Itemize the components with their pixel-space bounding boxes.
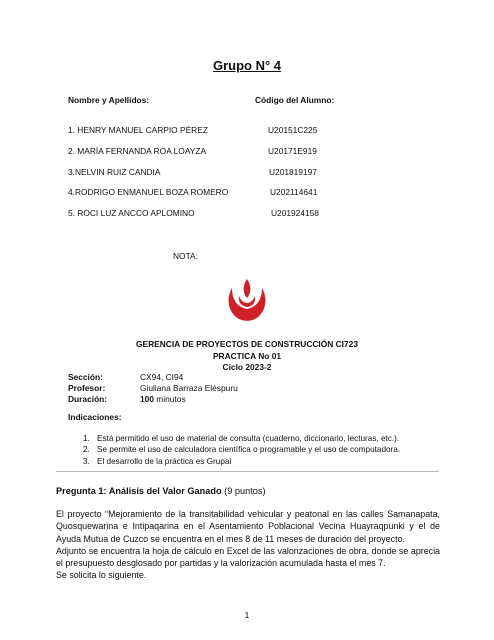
instructions-heading: Indicaciones: [68, 412, 122, 422]
student-code: U20151C225 [268, 125, 318, 135]
question-line: Se solicita lo siguiente. [56, 570, 147, 581]
student-name: 5. ROCI LUZ ANCCO APLOMINO [68, 208, 195, 218]
student-name: 1. HENRY MANUEL CARPIO PÉREZ [68, 125, 208, 135]
list-item: Se permite el uso de calculadora científica o programable y el uso de computadora. [97, 445, 401, 454]
duration-label: Duración: [68, 394, 108, 404]
question-heading [56, 486, 266, 496]
question-body [56, 508, 440, 582]
question-line: el presupuesto desglosado por partidas y la valorización acumulada hasta el mes 7. [56, 558, 386, 569]
student-code: U202114641 [270, 187, 318, 197]
section-value: CX94, CI94 [140, 372, 184, 382]
question-line: Quosquewarina e Intipaqarina en el Asentamiento Poblacional Vecina Huayraqpunki y el de [56, 521, 440, 532]
question-line: El proyecto “Mejoramiento de la transitabilidad vehicular y peatonal en las calles Samanapata, [56, 509, 440, 519]
page-title: Grupo N° 4 [212, 58, 282, 73]
list-item-number: 1. [83, 434, 90, 443]
student-name: 2. MARÍA FERNANDA ROA LOAYZA [68, 146, 207, 156]
list-item: Está permitido el uso de material de consulta (cuaderno, diccionario, lecturas, etc.). [97, 434, 400, 443]
professor-value: Giuliana Barraza Eléspuru [140, 383, 238, 393]
question-line: Adjunto se encuentra la hoja de cálculo en Excel de las valorizaciones de obra, donde se aprecia [56, 545, 440, 556]
student-name: 4.RODRIGO ENMANUEL BOZA ROMERO [68, 187, 229, 197]
student-code: U201819197 [269, 167, 317, 177]
professor-label: Profesor: [68, 383, 106, 393]
duration-value [140, 394, 186, 404]
question-title: Pregunta 1: Análisis del Valor Ganado [56, 486, 222, 496]
name-column-heading: Nombre y Apellidos: [68, 95, 150, 105]
list-item-number: 2. [83, 445, 90, 454]
question-points: (9 puntos) [224, 486, 266, 496]
page-number: 1 [244, 610, 250, 620]
duration-number: 100 [140, 394, 154, 404]
nota-label: NOTA: [173, 251, 198, 261]
list-item-number: 3. [83, 457, 90, 466]
duration-unit: minutos [153, 394, 186, 404]
university-logo-icon [222, 276, 272, 326]
list-item: El desarrollo de la práctica es Grupal [97, 457, 232, 466]
section-label: Sección: [68, 372, 103, 382]
course-title: GERENCIA DE PROYECTOS DE CONSTRUCCIÓN CI723 [136, 339, 358, 349]
student-code: U201924158 [271, 208, 319, 218]
section-divider [56, 471, 439, 472]
student-code: U20171E919 [268, 146, 317, 156]
code-column-heading: Código del Alumno: [255, 95, 335, 105]
student-name: 3.NELVIN RUIZ CANDIA [68, 167, 161, 177]
question-line: Ayuda Mutua de Cuzco se encuentra en el mes 8 de 11 meses de duración del proyecto. [56, 533, 405, 544]
cycle-label: Ciclo 2023-2 [222, 362, 272, 372]
practice-title: PRACTICA No 01 [212, 351, 282, 361]
